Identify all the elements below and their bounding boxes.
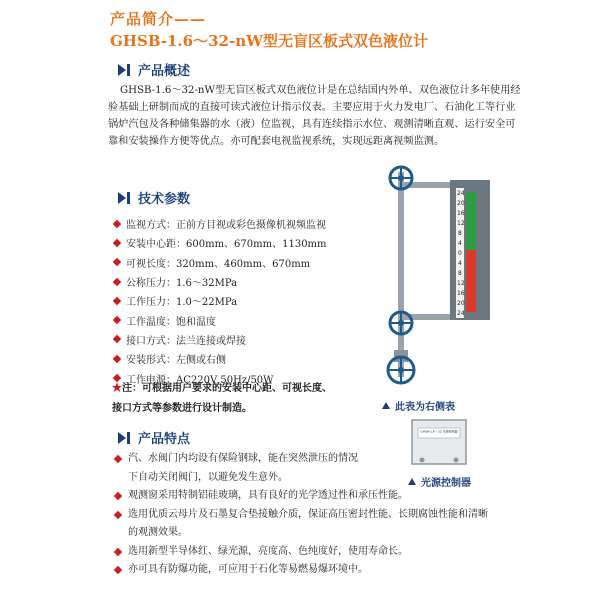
top-valve-handwheel — [390, 167, 412, 189]
section-arrow-icon — [118, 192, 130, 204]
features-heading-text: 产品特点 — [138, 432, 191, 447]
feature-item: 亦可具有防爆功能，可应用于石化等易燃易爆环境中。 — [112, 561, 492, 580]
drain-valve-handwheel — [388, 350, 414, 383]
gauge-pipe — [398, 172, 404, 377]
overview-paragraph: GHSB-1.6～32-nW型无盲区板式双色液位计是在总结国内外单、双色液位计多年使用经验基础上研制而成的直接可读式液位计指示仪表。主要应用于火力发电厂、石油化工等行业锅炉汽包及各种储集器的水（液）位监视，具有连续指示水位、观测清晰直观、运行安全可靠和安装操作方便等优点。亦可配套电视监视系统，实现远距离视频监测。 — [108, 85, 521, 147]
section-arrow-icon — [118, 432, 130, 444]
scale-label: 24 — [457, 310, 465, 317]
level-gauge-image — [378, 160, 498, 395]
scale-label: 20 — [457, 200, 465, 207]
scale-label: 8 — [458, 230, 462, 237]
feature-item: 选用新型半导体红、绿光源，亮度高、色纯度好，使用寿命长。 — [112, 543, 492, 562]
overview-heading — [118, 60, 190, 79]
spec-item: 接口方式：法兰连接或焊接 — [112, 330, 402, 349]
spec-item: 工作压力：1.0～22MPa — [112, 291, 402, 310]
spec-item: 安装中心距：600mm、670mm、1130mm — [112, 233, 402, 252]
middle-valve-handwheel — [390, 312, 412, 334]
controller-label: GHSB-1.6～32 光源控制器 — [420, 429, 458, 434]
spec-item: 安装形式：左侧或右侧 — [112, 349, 402, 368]
scale-label: 8 — [458, 270, 462, 277]
scale-label: 4 — [458, 240, 462, 247]
bullet-diamond-icon — [113, 316, 121, 324]
spec-item: 监视方式：正前方目视或彩色摄像机视频监视 — [112, 214, 402, 233]
bullet-diamond-icon — [113, 335, 121, 343]
spec-item: 公称压力：1.6～32MPa — [112, 272, 402, 291]
bullet-diamond-icon — [114, 510, 122, 518]
feature-item: 选用优质云母片及石墨复合垫接触介质，保证高压密封性能、长期腐蚀性能和清晰的观测效果。 — [112, 506, 492, 543]
features-heading — [118, 428, 190, 447]
specs-note: ★注：可根据用户要求的安装中心距、可视长度、 接口方式等参数进行设计制造。 — [112, 383, 332, 414]
specs-heading — [118, 188, 190, 207]
bullet-diamond-icon — [113, 354, 121, 362]
section-title: 产品简介—— — [110, 10, 207, 28]
bullet-diamond-icon — [113, 258, 121, 266]
specs-list — [112, 214, 402, 388]
bullet-diamond-icon — [113, 239, 121, 247]
product-title: GHSB-1.6～32-nW型无盲区板式双色液位计 — [110, 32, 428, 50]
section-arrow-icon — [118, 64, 130, 76]
bullet-diamond-icon — [113, 277, 121, 285]
bullet-diamond-icon — [114, 547, 122, 555]
scale-label: 4 — [458, 260, 462, 267]
bullet-diamond-icon — [114, 492, 122, 500]
feature-item: 汽、水阀门内均设有保险钢球，能在突然泄压的情况下自动关闭阀门，以避免发生意外。 — [112, 450, 367, 487]
spec-item: 工作温度：饱和温度 — [112, 310, 402, 329]
bullet-diamond-icon — [113, 219, 121, 227]
scale-label: 12 — [457, 280, 465, 287]
features-list — [112, 450, 492, 580]
spec-item: 可视长度：320mm、460mm、670mm — [112, 253, 402, 272]
scale-label: 20 — [457, 300, 465, 307]
specs-heading-text: 技术参数 — [138, 192, 191, 207]
gauge-red-column — [466, 250, 476, 312]
scale-label: 24 — [457, 190, 465, 197]
bullet-diamond-icon — [114, 455, 122, 463]
bullet-diamond-icon — [113, 297, 121, 305]
note-star-icon: ★ — [112, 383, 122, 394]
scale-label: 16 — [457, 290, 465, 297]
overview-heading-text: 产品概述 — [138, 64, 191, 79]
controller-caption: 光源控制器 — [408, 474, 471, 489]
gauge-green-column — [466, 192, 476, 250]
feature-item: 观测窗采用特制铝硅玻璃，具有良好的光学透过性和承压性能。 — [112, 487, 492, 506]
scale-label: 16 — [457, 210, 465, 217]
bullet-diamond-icon — [114, 566, 122, 574]
gauge-caption: 此表为右侧表 — [382, 398, 455, 413]
spec-item: 工作电源：AC220V 50Hz/50W — [112, 368, 402, 387]
triangle-up-icon — [382, 402, 390, 409]
scale-label: 0 — [458, 250, 462, 257]
scale-label: 12 — [457, 220, 465, 227]
